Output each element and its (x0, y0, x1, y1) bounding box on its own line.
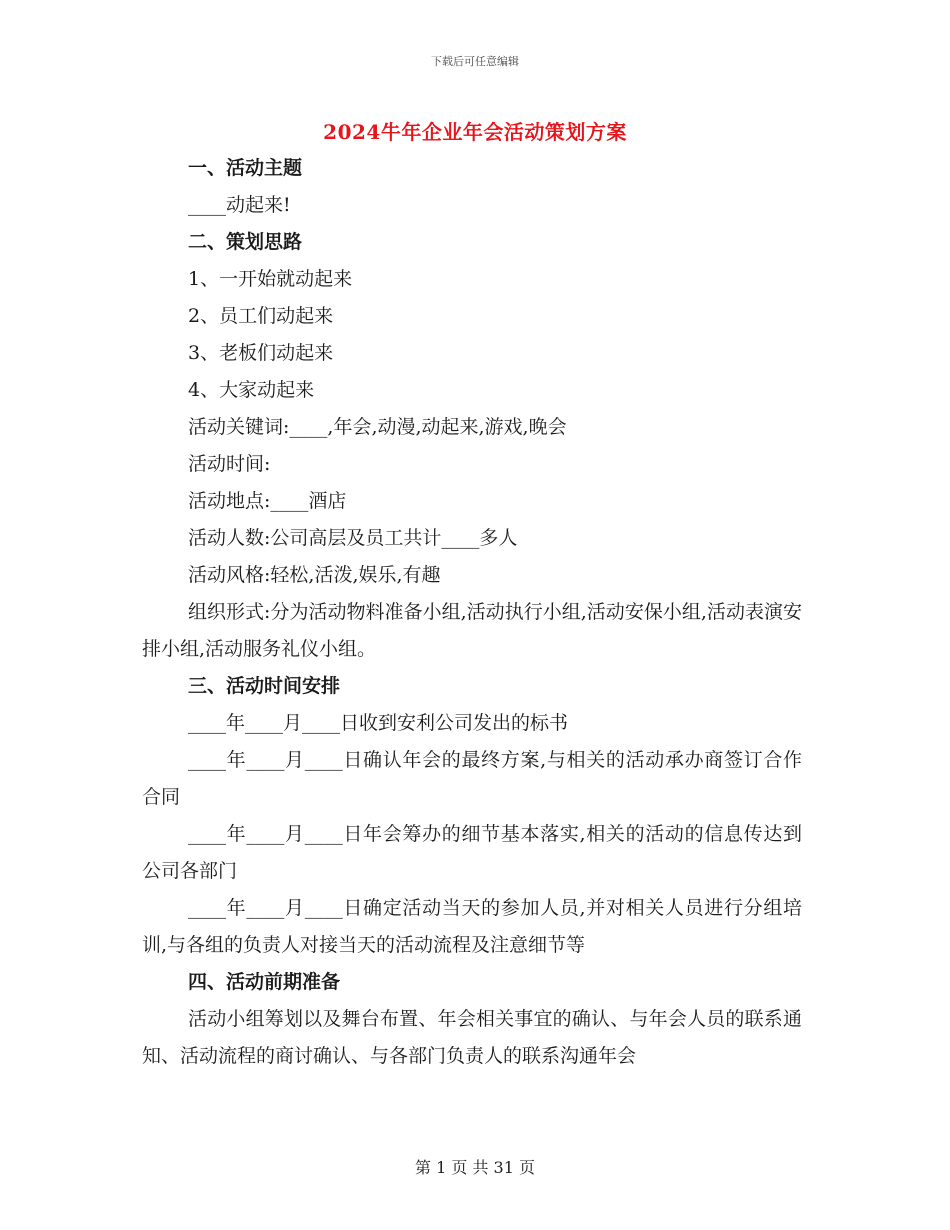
section-1-theme: ____动起来! (188, 194, 291, 216)
activity-people: 活动人数:公司高层及员工共计____多人 (188, 527, 518, 549)
schedule-item: ____年____月____日收到安利公司发出的标书 (188, 712, 569, 734)
header-note: 下载后可任意编辑 (431, 55, 519, 68)
list-item: 4、大家动起来 (188, 379, 315, 401)
preparation-paragraph: 活动小组筹划以及舞台布置、年会相关事宜的确认、与年会人员的联系通知、活动流程的商讨确认、与各部门负责人的联系沟通年会 (142, 1008, 802, 1067)
section-3-heading: 三、活动时间安排 (188, 675, 341, 697)
activity-time: 活动时间: (188, 453, 271, 475)
list-item: 3、老板们动起来 (188, 342, 334, 364)
section-2-heading: 二、策划思路 (188, 231, 303, 253)
organization-form: 组织形式:分为活动物料准备小组,活动执行小组,活动安保小组,活动表演安排小组,活动服务礼仪小组。 (142, 601, 802, 660)
section-1-heading: 一、活动主题 (188, 157, 303, 179)
section-4-heading: 四、活动前期准备 (188, 971, 341, 993)
list-item: 2、员工们动起来 (188, 305, 334, 327)
activity-style: 活动风格:轻松,活泼,娱乐,有趣 (188, 564, 441, 586)
schedule-item: ____年____月____日年会筹办的细节基本落实,相关的活动的信息传达到公司各部门 (142, 823, 802, 882)
list-item: 1、一开始就动起来 (188, 268, 353, 290)
schedule-item: ____年____月____日确认年会的最终方案,与相关的活动承办商签订合作合同 (142, 749, 802, 808)
activity-place: 活动地点:____酒店 (188, 490, 347, 512)
activity-keywords: 活动关键词:____,年会,动漫,动起来,游戏,晚会 (188, 416, 567, 438)
document-body (142, 150, 802, 1075)
document-title: 2024牛年企业年会活动策划方案 (323, 120, 627, 144)
schedule-item: ____年____月____日确定活动当天的参加人员,并对相关人员进行分组培训,与各组的负责人对接当天的活动流程及注意细节等 (142, 897, 802, 956)
page-footer: 第 1 页 共 31 页 (415, 1158, 535, 1177)
